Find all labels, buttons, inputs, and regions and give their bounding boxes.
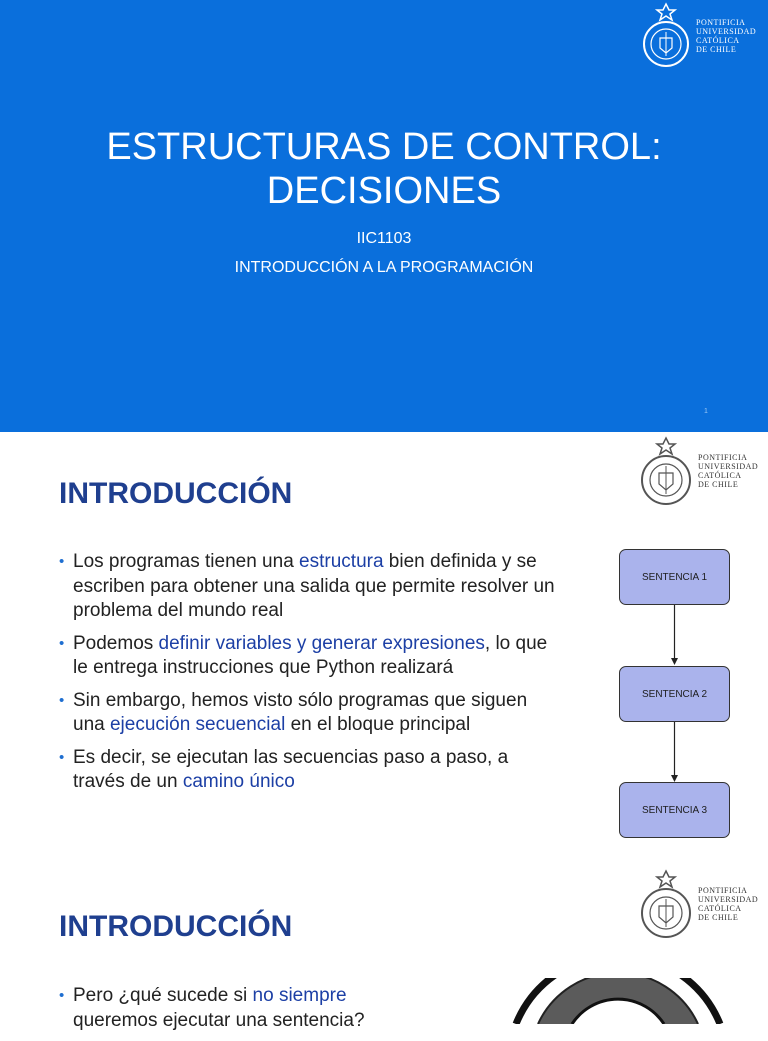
university-logo: [642, 2, 756, 70]
flow-box-3: SENTENCIA 3: [619, 782, 730, 838]
arrow-down-icon: [671, 775, 678, 782]
list-item: • Es decir, se ejecutan las secuencias paso a paso, a través de un camino único: [59, 746, 559, 795]
bullet-list: [59, 550, 559, 803]
title-line-1: ESTRUCTURAS DE CONTROL:: [106, 126, 662, 168]
flow-box-1: SENTENCIA 1: [619, 549, 730, 605]
section-heading: INTRODUCCIÓN: [59, 477, 293, 510]
section-heading: INTRODUCCIÓN: [59, 910, 293, 943]
list-item: • Pero ¿qué sucede si no siempre queremos ejecutar una sentencia?: [59, 984, 399, 1033]
university-logo: [640, 436, 758, 506]
title-slide: [0, 0, 768, 432]
list-item: • Podemos definir variables y generar expresiones, lo que le entrega instrucciones que Python realizará: [59, 632, 559, 681]
slide-title: [0, 125, 768, 213]
bullet-list: [59, 984, 399, 1041]
flow-arrows: [665, 605, 685, 783]
flow-box-2: SENTENCIA 2: [619, 666, 730, 722]
title-line-2: DECISIONES: [266, 170, 502, 212]
logo-wordmark: PONTIFICIA UNIVERSIDAD CATÓLICA DE CHILE: [698, 886, 759, 922]
list-item: • Sin embargo, hemos visto sólo programas que siguen una ejecución secuencial en el bloque principal: [59, 689, 559, 738]
logo-wordmark: PONTIFICIA UNIVERSIDAD CATÓLICA DE CHILE: [698, 453, 759, 489]
crest-icon: [640, 869, 692, 939]
logo-wordmark: PONTIFICIA UNIVERSIDAD CATÓLICA DE CHILE: [696, 18, 757, 54]
arrow-down-icon: [671, 658, 678, 665]
list-item: • Los programas tienen una estructura bien definida y se escriben para obtener una salida que permite resolver un problema del mundo real: [59, 550, 559, 624]
university-logo: [640, 869, 758, 939]
page-number: 1: [704, 408, 708, 415]
course-code: IIC1103: [356, 230, 412, 247]
crest-icon: [640, 436, 692, 506]
crest-icon: [642, 2, 690, 70]
course-name: INTRODUCCIÓN A LA PROGRAMACIÓN: [234, 259, 534, 276]
decision-circle-graphic: [512, 978, 724, 1024]
